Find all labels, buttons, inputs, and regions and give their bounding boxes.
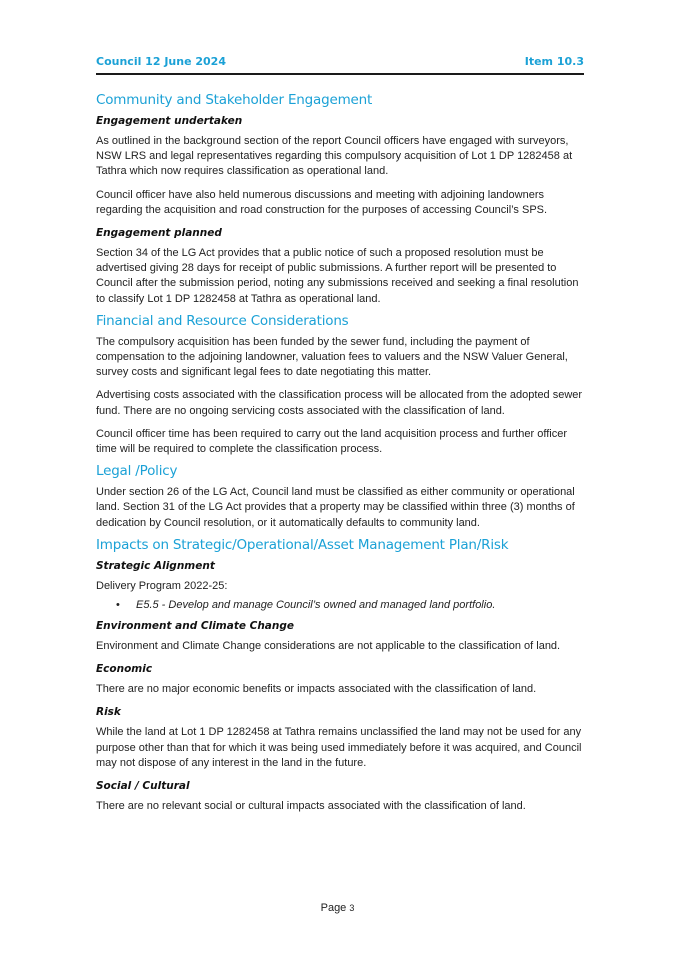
list-item: • E5.5 - Develop and manage Council’s owned and managed land portfolio. <box>116 598 584 613</box>
paragraph: Council officer have also held numerous discussions and meeting with adjoining landowners regarding the acquisition and road construction for the purposes of accessing Council’s SPS. <box>96 188 548 216</box>
page-number: 3 <box>349 903 355 913</box>
paragraph: Advertising costs associated with the classification process will be allocated from the adopted sewer fund. There are no ongoing servicing costs associated with the classification of land. <box>96 389 583 417</box>
paragraph: There are no major economic benefits or impacts associated with the classification of land. <box>96 683 537 696</box>
paragraph: While the land at Lot 1 DP 1282458 at Tathra remains unclassified the land may not be used for any purpose other than that for which it was being used immediately before it was acquired, and Council may not dispose of any interest in the land in the future. <box>96 726 582 769</box>
meeting-date: Council 12 June 2024 <box>96 55 226 68</box>
section-heading-impacts: Impacts on Strategic/Operational/Asset Management Plan/Risk <box>96 536 509 553</box>
page-footer <box>0 902 675 914</box>
subheading-engagement-undertaken: Engagement undertaken <box>96 115 243 127</box>
subheading-engagement-planned: Engagement planned <box>96 227 222 240</box>
page-label: Page <box>320 902 347 914</box>
paragraph: Under section 26 of the LG Act, Council land must be classified as either community or operational land. Section 31 of the LG Act provides that a property may be classified within three (3) months of dedication by Council resolution, or it automatically defaults to community land. <box>96 486 575 529</box>
bullet-list <box>96 598 584 613</box>
subheading-strategic-alignment: Strategic Alignment <box>96 559 215 572</box>
paragraph: As outlined in the background section of the report Council officers have engaged with surveyors, NSW LRS and legal representatives regarding this compulsory acquisition of Lot 1 DP 1282458 at Tathra which now requires classification as operational land. <box>96 135 573 178</box>
subheading-risk: Risk <box>96 706 121 719</box>
section-heading-financial: Financial and Resource Considerations <box>96 312 349 329</box>
item-number: Item 10.3 <box>524 55 584 68</box>
paragraph: Delivery Program 2022-25: <box>96 579 228 592</box>
paragraph: Council officer time has been required to carry out the land acquisition process and further officer time will be required to complete the classification process. <box>96 427 568 456</box>
subheading-social-cultural: Social / Cultural <box>96 780 190 793</box>
subheading-economic: Economic <box>96 663 153 676</box>
report-body <box>96 92 584 822</box>
paragraph: Environment and Climate Change considerations are not applicable to the classification of land. <box>96 640 561 653</box>
paragraph: The compulsory acquisition has been funded by the sewer fund, including the payment of compensation to the adjoining landowner, valuation fees to valuers and the NSW Valuer General, survey costs and significant legal fees to date negotiating this matter. <box>96 335 568 379</box>
paragraph: Section 34 of the LG Act provides that a public notice of such a proposed resolution must be advertised giving 28 days for receipt of public submissions. A further report will be presented to Council after the submission period, noting any submissions received and seeking a final resolution to classify Lot 1 DP 1282458 at Tathra as operational land. <box>96 247 579 305</box>
paragraph: There are no relevant social or cultural impacts associated with the classification of land. <box>96 800 526 813</box>
section-heading-legal: Legal /Policy <box>96 463 178 480</box>
section-heading-community: Community and Stakeholder Engagement <box>96 92 373 108</box>
header-divider <box>96 73 584 75</box>
subheading-environment: Environment and Climate Change <box>96 620 295 633</box>
